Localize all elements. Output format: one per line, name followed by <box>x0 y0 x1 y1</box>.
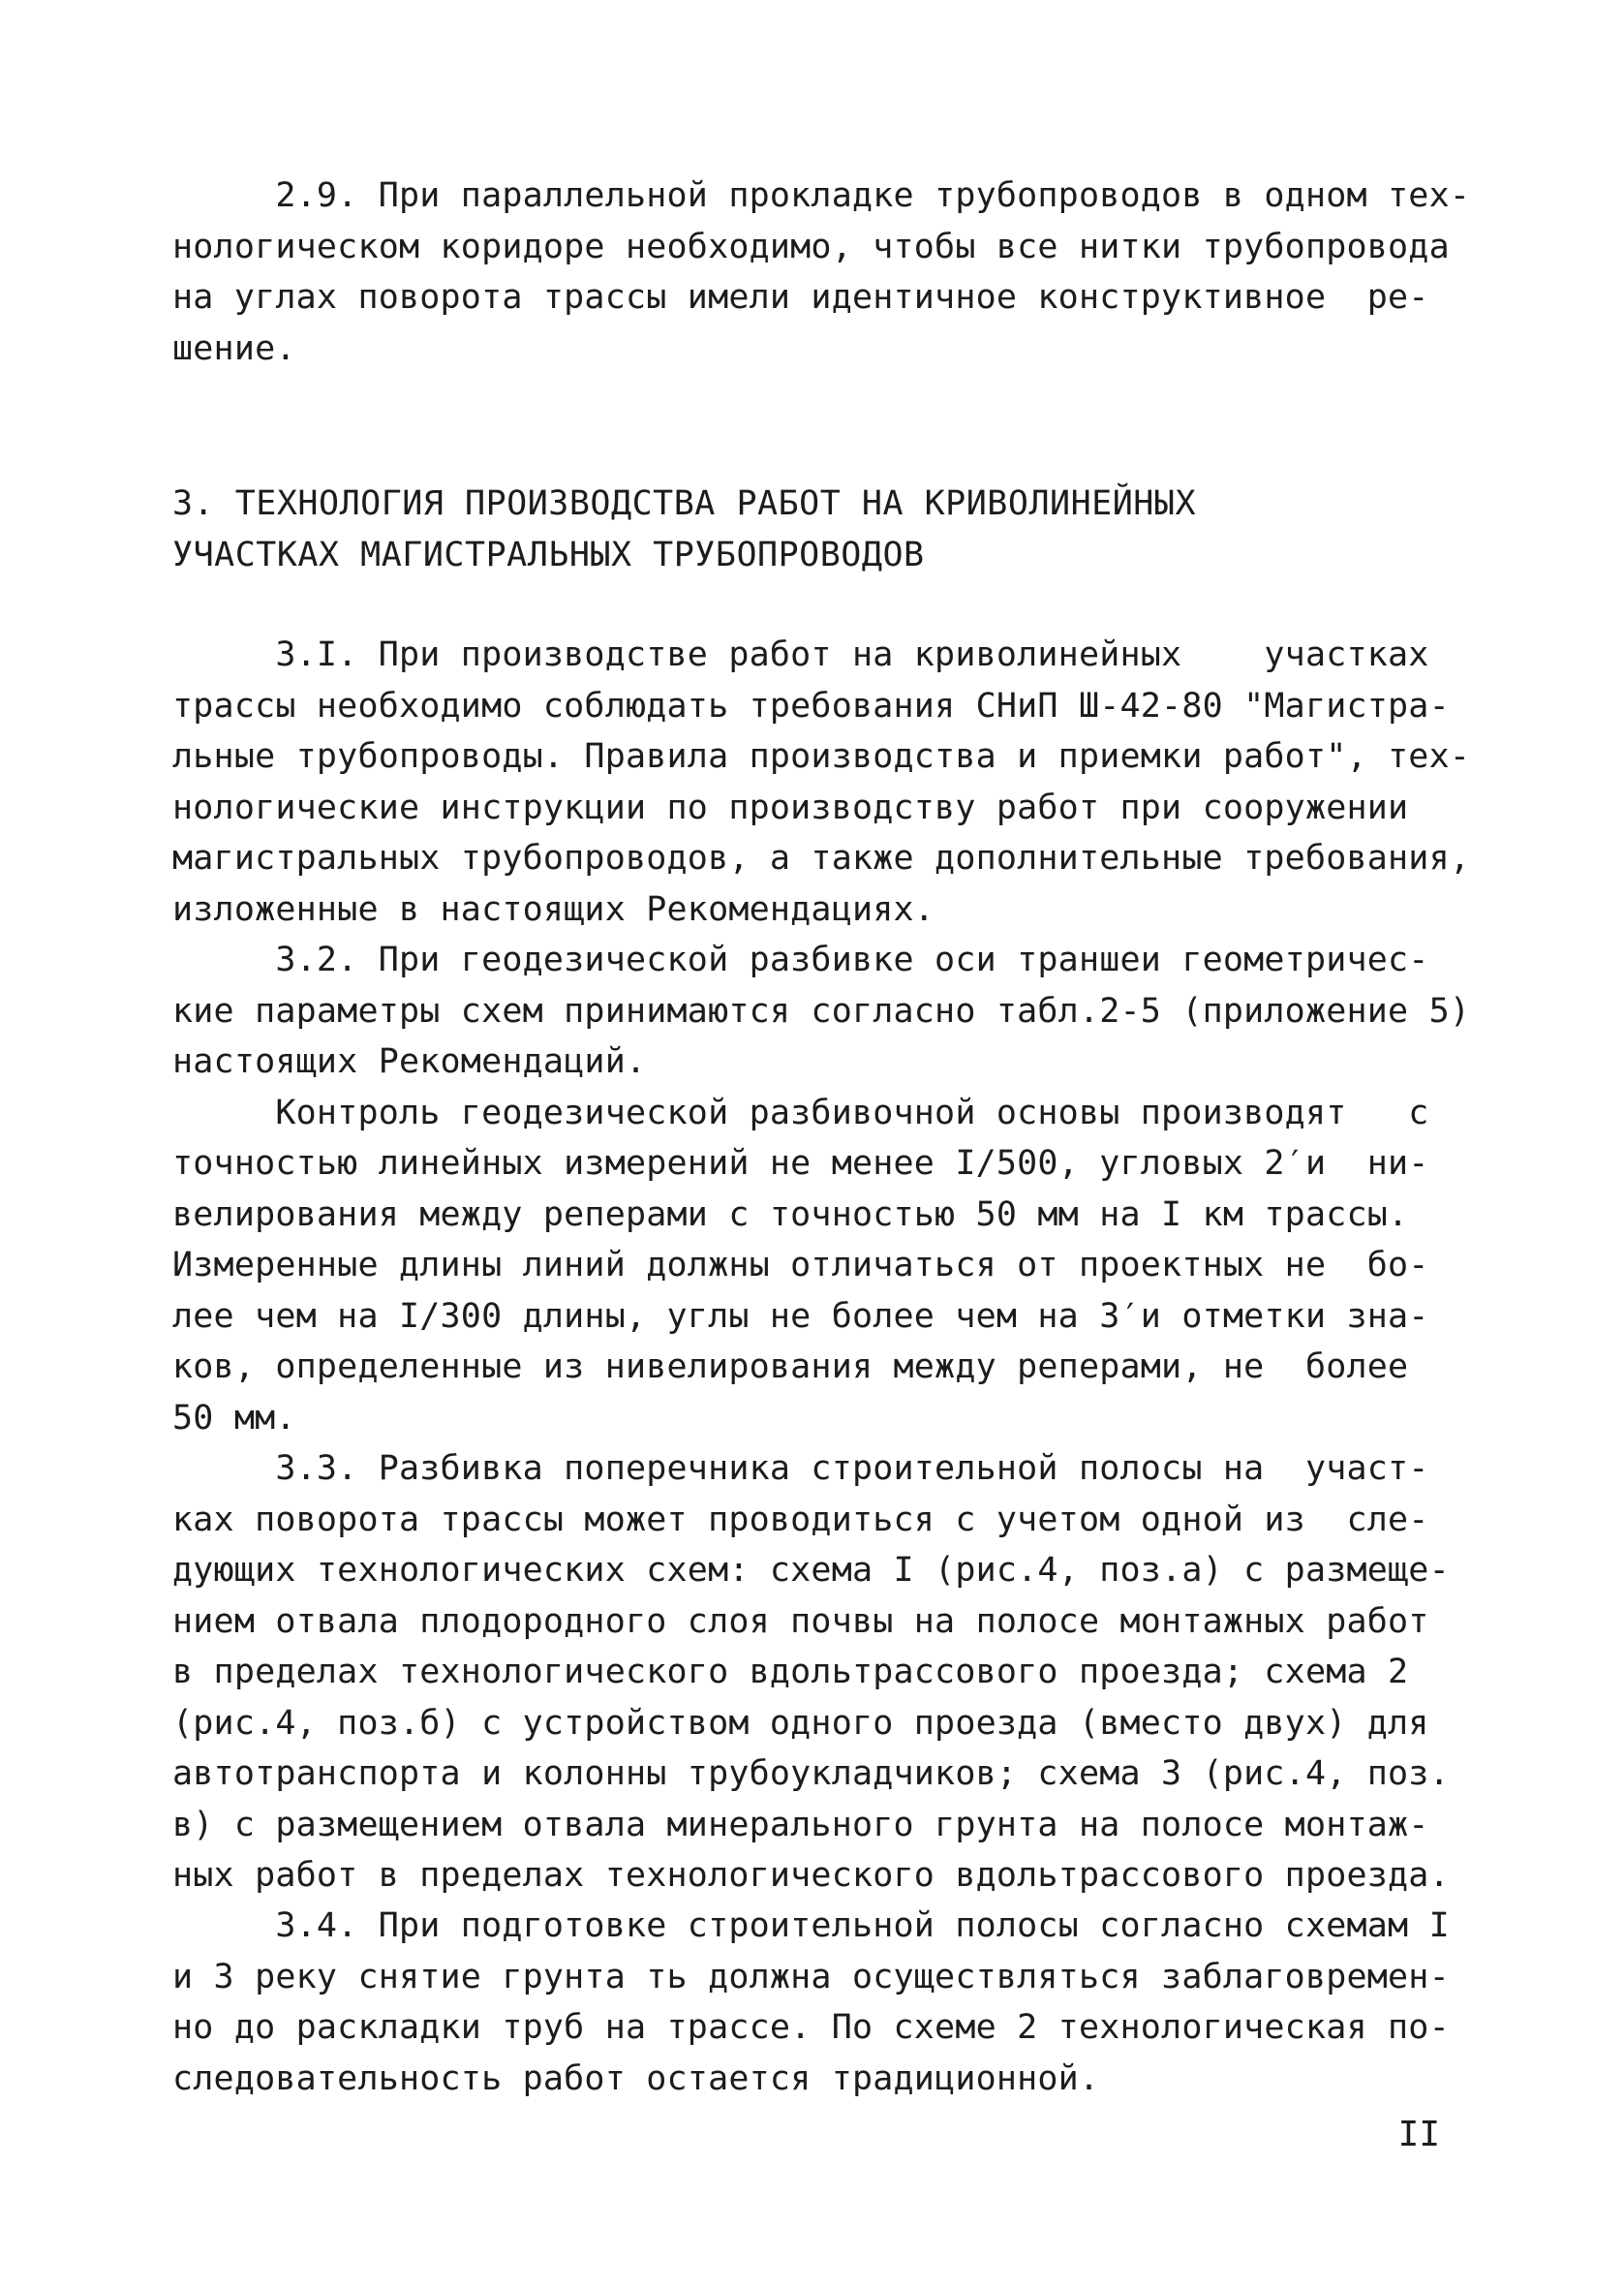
text-line: изложенные в настоящих Рекомендациях. <box>172 889 935 929</box>
text-line: 3.4. При подготовке строительной полосы согласно схемам I <box>172 1906 1450 1945</box>
text-line: велирования между реперами с точностью 50 мм на I км трассы. <box>172 1194 1409 1234</box>
text-line: 3.2. При геодезической разбивке оси траншеи геометричес- <box>172 941 1429 979</box>
text-line: нием отвала плодородного слоя почвы на полосе монтажных работ <box>172 1601 1429 1641</box>
heading-line: УЧАСТКАХ МАГИСТРАЛЬНЫХ ТРУБОПРОВОДОВ <box>172 535 925 574</box>
text-line: на углах поворота трассы имели идентичное конструктивное ре- <box>172 278 1429 317</box>
text-line: нологические инструкции по производству работ при сооружении <box>172 788 1409 827</box>
text-line: 50 мм. <box>172 1398 296 1438</box>
text-line: кие параметры схем принимаются согласно табл.2-5 (приложение 5) <box>172 991 1471 1031</box>
text-line: но до раскладки труб на трассе. По схеме 2 технологическая по- <box>172 2008 1450 2047</box>
text-line: лее чем на I/300 длины, углы не более чем на 3′и отметки зна- <box>172 1296 1429 1336</box>
text-line: (рис.4, поз.б) с устройством одного проезда (вместо двух) для <box>172 1703 1429 1743</box>
text-line: ках поворота трассы может проводиться с учетом одной из сле- <box>172 1500 1429 1539</box>
text-line: точностью линейных измерений не менее I/500, угловых 2′и ни- <box>172 1144 1429 1183</box>
paragraph-3-1 <box>172 630 1471 935</box>
text-line: 2.9. При параллельной прокладке трубопроводов в одном тех- <box>172 176 1471 215</box>
text-line: магистральных трубопроводов, а также дополнительные требования, <box>172 839 1471 878</box>
text-line: нологическом коридоре необходимо, чтобы все нитки трубопровода <box>172 227 1450 266</box>
text-line: 3.3. Разбивка поперечника строительной полосы на участ- <box>172 1449 1429 1488</box>
paragraph-2-9 <box>172 170 1471 374</box>
text-line: настоящих Рекомендаций. <box>172 1042 647 1081</box>
paragraph-3-3 <box>172 1443 1460 1902</box>
text-line: Измеренные длины линий должны отличаться от проектных не бо- <box>172 1246 1429 1284</box>
text-line: ков, определенные из нивелирования между реперами, не более <box>172 1347 1409 1386</box>
text-line: и 3 реку снятие грунта ть должна осуществляться заблаговремен- <box>172 1957 1450 1996</box>
text-line: трассы необходимо соблюдать требования СНиП Ш-42-80 "Магистра- <box>172 686 1450 726</box>
paragraph-3-2 <box>172 935 1471 1443</box>
paragraph-3-4 <box>172 1901 1460 2104</box>
text-line: дующих технологических схем: схема I (рис.4, поз.а) с размеще- <box>172 1551 1450 1590</box>
text-line: ных работ в пределах технологического вдольтрассового проезда. <box>172 1856 1450 1895</box>
text-line: Контроль геодезической разбивочной основы производят с <box>172 1093 1429 1132</box>
text-line: льные трубопроводы. Правила производства и приемки работ", тех- <box>172 737 1471 776</box>
section-heading-3 <box>172 479 1460 580</box>
text-line: автотранспорта и колонны трубоукладчиков; схема 3 (рис.4, поз. <box>172 1754 1450 1793</box>
text-line: 3.I. При производстве работ на криволинейных участках <box>172 635 1429 674</box>
text-line: шение. <box>172 328 296 368</box>
text-line: в пределах технологического вдольтрассового проезда; схема 2 <box>172 1653 1409 1691</box>
text-line: в) с размещением отвала минерального грунта на полосе монтаж- <box>172 1805 1429 1844</box>
page-number: II <box>1397 2115 1440 2154</box>
heading-line: 3. ТЕХНОЛОГИЯ ПРОИЗВОДСТВА РАБОТ НА КРИВОЛИНЕЙНЫХ <box>172 484 1197 523</box>
text-line: следовательность работ остается традиционной. <box>172 2058 1100 2098</box>
